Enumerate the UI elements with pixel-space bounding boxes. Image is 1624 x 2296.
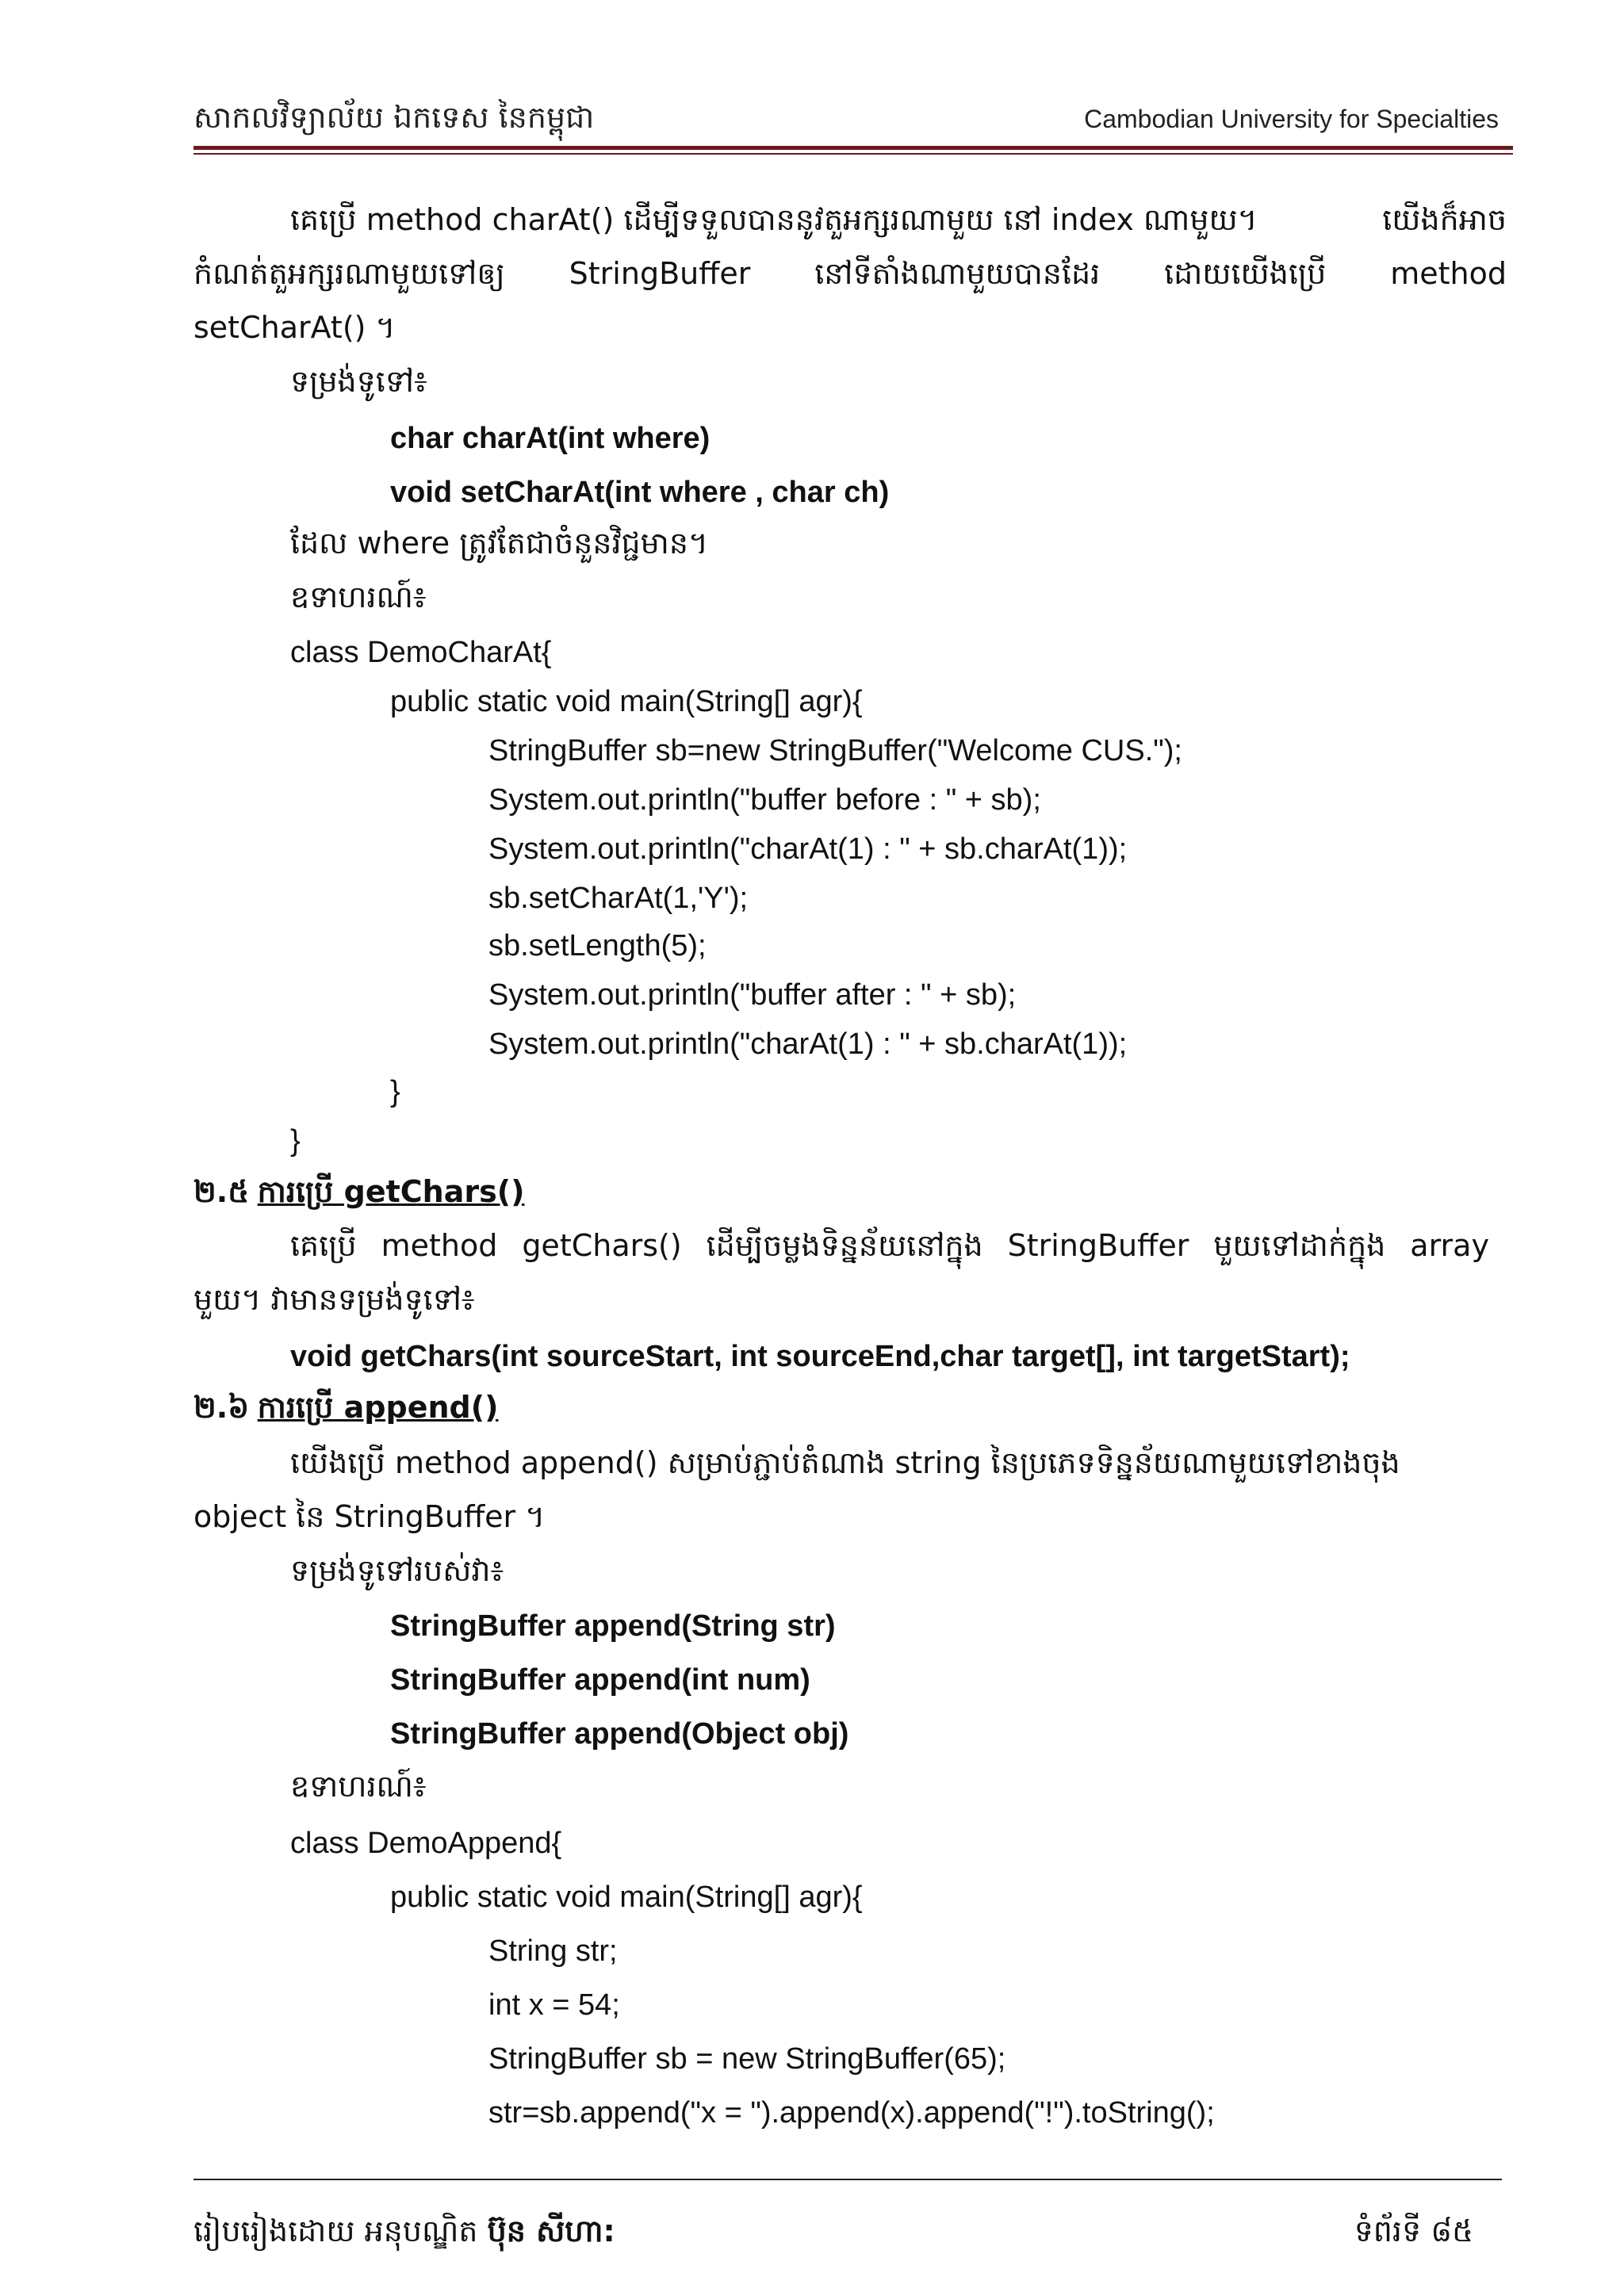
footer-page-number: ទំព័រទី ៨៥ bbox=[1354, 2214, 1473, 2248]
form2-label: ទម្រង់ទូទៅរបស់វា៖ bbox=[290, 1553, 504, 1588]
code2-line: class DemoAppend{ bbox=[290, 1827, 562, 1860]
header-rule-thin bbox=[193, 153, 1513, 155]
code1-line: System.out.println("buffer before : " + sb); bbox=[488, 783, 1041, 817]
section-2-5-heading: ២.៥ ការប្រើ getChars() bbox=[193, 1174, 525, 1209]
code1-line: System.out.println("charAt(1) : " + sb.charAt(1)); bbox=[488, 1027, 1128, 1061]
code1-line: public static void main(String[] agr){ bbox=[390, 685, 863, 718]
getchars-form: void getChars(int sourceStart, int sourceEnd,char target[], int targetStart); bbox=[290, 1340, 1350, 1373]
header-university-khmer: សាកលវិទ្យាល័យ ឯកទេស នៃកម្ពុជា bbox=[193, 100, 595, 135]
form2-append-int: StringBuffer append(int num) bbox=[390, 1663, 810, 1697]
form1-charat: char charAt(int where) bbox=[390, 422, 710, 455]
para2-line1: គេប្រើ method getChars() ដើម្បីចម្លងទិន្នន័យនៅក្នុង StringBuffer មួយទៅដាក់ក្នុង array bbox=[290, 1228, 1489, 1263]
code2-line: str=sb.append("x = ").append(x).append("!").toString(); bbox=[488, 2096, 1215, 2130]
form1-setcharat: void setCharAt(int where , char ch) bbox=[390, 476, 890, 509]
footer-author: រៀបរៀងដោយ អនុបណ្ឌិត ប៊ុន សីហា: bbox=[193, 2214, 615, 2248]
example2-label: ឧទាហរណ៍៖ bbox=[290, 1769, 427, 1804]
code1-line: sb.setLength(5); bbox=[488, 929, 707, 962]
code2-line: StringBuffer sb = new StringBuffer(65); bbox=[488, 2042, 1006, 2076]
footer-rule bbox=[193, 2179, 1502, 2180]
form2-append-string: StringBuffer append(String str) bbox=[390, 1609, 836, 1643]
example1-label: ឧទាហរណ៍៖ bbox=[290, 580, 427, 614]
para3-line1: យើងប្រើ method append() សម្រាប់ភ្ជាប់តំណាង string នៃប្រភេទទិន្នន័យណាមួយទៅខាងចុង bbox=[290, 1445, 1400, 1480]
code1-line: } bbox=[290, 1124, 301, 1158]
code2-line: int x = 54; bbox=[488, 1988, 620, 2022]
para1-line3: setCharAt() ។ bbox=[193, 310, 396, 345]
para1-line1: គេប្រើ method charAt() ដើម្បីទទួលបាននូវតួអក្សរណាមួយ នៅ index ណាមួយ។ យើងក៏អាច bbox=[290, 202, 1507, 237]
header-university-english: Cambodian University for Specialties bbox=[1084, 105, 1499, 133]
code2-line: String str; bbox=[488, 1934, 618, 1968]
code1-line: } bbox=[390, 1075, 400, 1108]
code1-line: sb.setCharAt(1,'Y'); bbox=[488, 882, 749, 915]
para1-line2: កំណត់តួអក្សរណាមួយទៅឲ្យ StringBuffer នៅទីតាំងណាមួយបានដែរ ដោយយើងប្រើ method bbox=[193, 256, 1507, 291]
form1-label: ទម្រង់ទូទៅ៖ bbox=[290, 364, 427, 399]
code1-line: StringBuffer sb=new StringBuffer("Welcome CUS."); bbox=[488, 734, 1182, 767]
form2-append-object: StringBuffer append(Object obj) bbox=[390, 1717, 849, 1751]
section-2-6-heading: ២.៦ ការប្រើ append() bbox=[193, 1390, 499, 1425]
code1-line: System.out.println("buffer after : " + sb); bbox=[488, 978, 1017, 1012]
code2-line: public static void main(String[] agr){ bbox=[390, 1881, 863, 1914]
para2-line2: មួយ។ វាមានទម្រង់ទូទៅ៖ bbox=[193, 1282, 475, 1317]
where-note: ដែល where ត្រូវតែជាចំនួនវិជ្ជមាន។ bbox=[290, 526, 708, 561]
para3-line2: object នៃ StringBuffer ។ bbox=[193, 1499, 546, 1534]
code1-line: class DemoCharAt{ bbox=[290, 636, 552, 669]
header-rule bbox=[193, 146, 1513, 150]
code1-line: System.out.println("charAt(1) : " + sb.charAt(1)); bbox=[488, 832, 1128, 866]
